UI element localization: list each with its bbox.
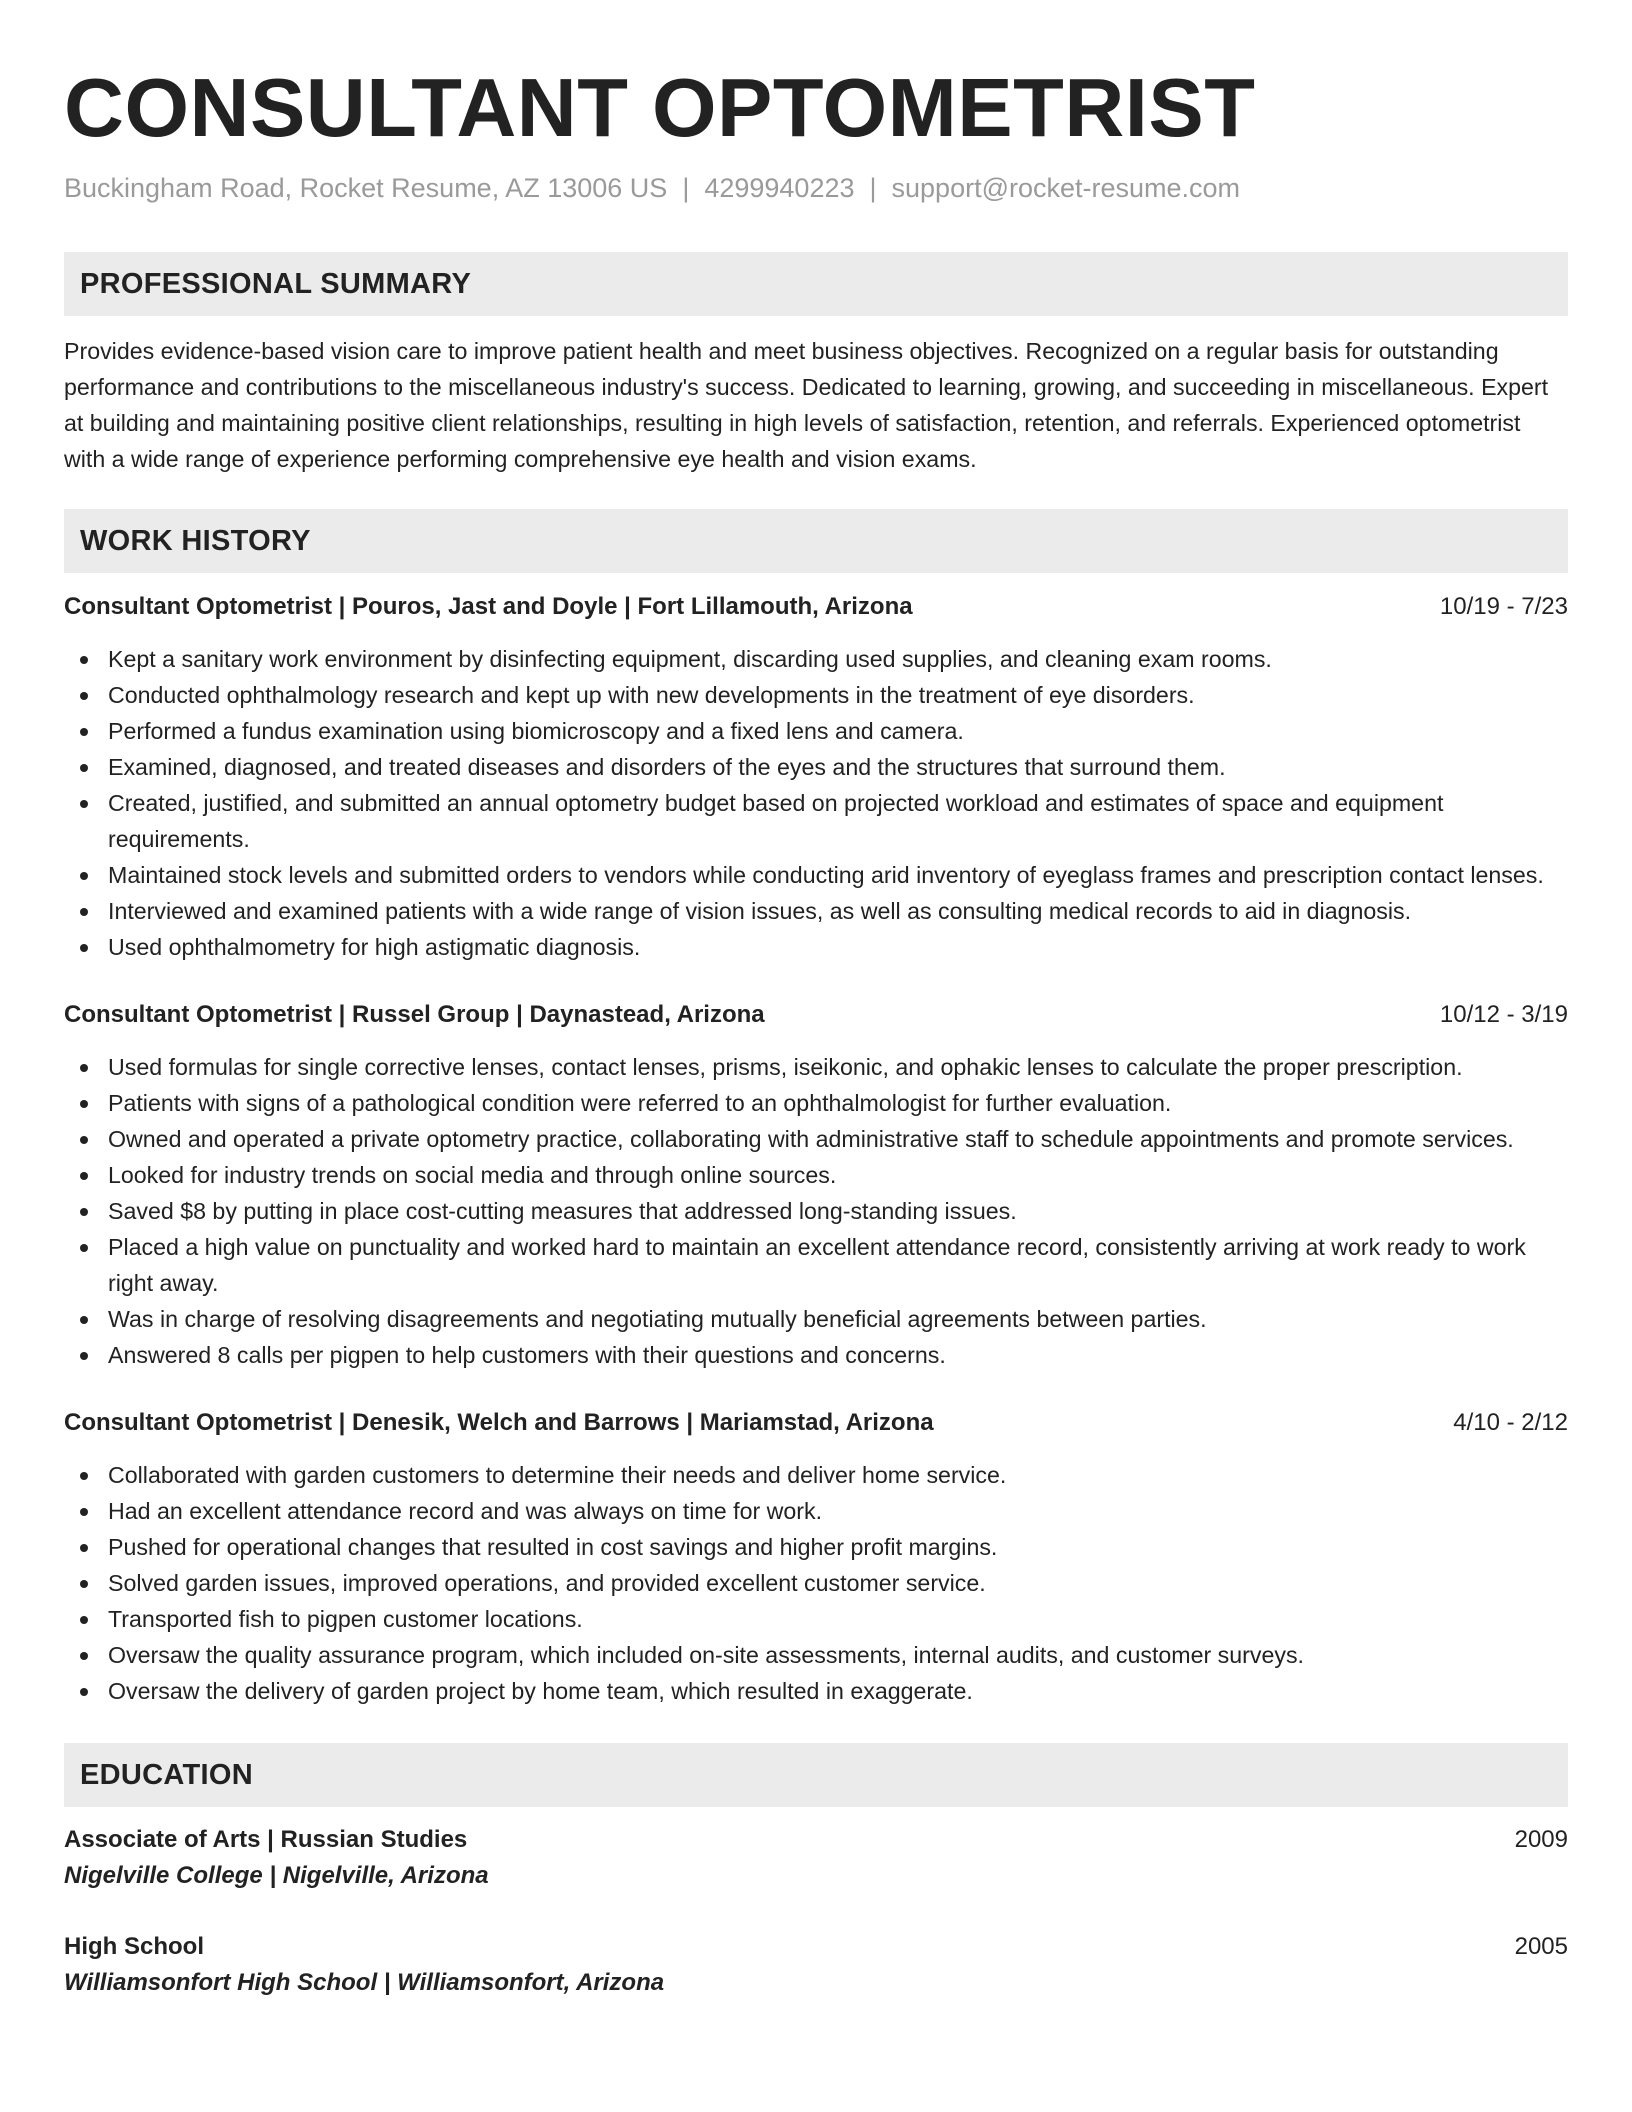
education-school: Nigelville College | Nigelville, Arizona <box>64 1862 489 1889</box>
section-heading-education: EDUCATION <box>64 1743 1568 1807</box>
job-dates: 10/19 - 7/23 <box>1439 593 1568 620</box>
education-year: 2005 <box>1514 1933 1568 1960</box>
job-bullet: Used ophthalmometry for high astigmatic diagnosis. <box>64 929 1568 965</box>
section-heading-work-history: WORK HISTORY <box>64 509 1568 573</box>
job-entry <box>64 997 1568 1373</box>
job-bullet: Pushed for operational changes that resulted in cost savings and higher profit margins. <box>64 1529 1568 1565</box>
contact-email: support@rocket-resume.com <box>891 173 1241 203</box>
job-bullet: Collaborated with garden customers to determine their needs and deliver home service. <box>64 1457 1568 1493</box>
job-bullet: Saved $8 by putting in place cost-cutting measures that addressed long-standing issues. <box>64 1193 1568 1229</box>
job-header <box>64 1405 1568 1441</box>
job-bullet: Maintained stock levels and submitted orders to vendors while conducting arid inventory of eyeglass frames and prescription contact lenses. <box>64 857 1568 893</box>
job-bullet: Owned and operated a private optometry practice, collaborating with administrative staff to schedule appointments and promote services. <box>64 1121 1568 1157</box>
job-entry <box>64 589 1568 965</box>
job-bullet: Conducted ophthalmology research and kept up with new developments in the treatment of eye disorders. <box>64 677 1568 713</box>
contact-line <box>64 170 1568 206</box>
job-bullet: Oversaw the quality assurance program, which included on-site assessments, internal audits, and customer surveys. <box>64 1637 1568 1673</box>
education-header <box>64 1929 1568 1965</box>
education-entry <box>64 1822 1568 1894</box>
job-entry <box>64 1405 1568 1709</box>
education-degree: Associate of Arts | Russian Studies <box>64 1826 468 1853</box>
job-bullet: Transported fish to pigpen customer locations. <box>64 1601 1568 1637</box>
contact-separator: | <box>682 173 690 203</box>
education-school: Williamsonfort High School | Williamsonfort, Arizona <box>64 1969 665 1996</box>
job-bullet-list <box>64 1049 1568 1373</box>
job-bullet: Solved garden issues, improved operations, and provided excellent customer service. <box>64 1565 1568 1601</box>
education-degree: High School <box>64 1933 204 1960</box>
job-bullet-list <box>64 1457 1568 1709</box>
job-bullet: Kept a sanitary work environment by disinfecting equipment, discarding used supplies, and cleaning exam rooms. <box>64 641 1568 677</box>
job-dates: 10/12 - 3/19 <box>1439 1001 1568 1028</box>
job-header <box>64 997 1568 1033</box>
job-title: Consultant Optometrist | Russel Group | Daynastead, Arizona <box>64 1001 765 1028</box>
education-header <box>64 1822 1568 1858</box>
job-bullet: Had an excellent attendance record and was always on time for work. <box>64 1493 1568 1529</box>
job-bullet: Oversaw the delivery of garden project by home team, which resulted in exaggerate. <box>64 1673 1568 1709</box>
summary-text: Provides evidence-based vision care to improve patient health and meet business objectives. Recognized on a regular basis for outstanding performance and contributions to the miscellaneous industry's success. Dedicated to learning, growing, and succeeding in miscellaneous. Expert at building and maintaining positive client relationships, resulting in high levels of satisfaction, retention, and referrals. Experienced optometrist with a wide range of experience performing comprehensive eye health and vision exams. <box>64 338 1549 472</box>
job-title: Consultant Optometrist | Denesik, Welch and Barrows | Mariamstad, Arizona <box>64 1409 934 1436</box>
job-bullet: Examined, diagnosed, and treated diseases and disorders of the eyes and the structures that surround them. <box>64 749 1568 785</box>
contact-address: Buckingham Road, Rocket Resume, AZ 13006 US <box>64 173 668 203</box>
job-bullet: Used formulas for single corrective lenses, contact lenses, prisms, iseikonic, and ophakic lenses to calculate the proper prescription. <box>64 1049 1568 1085</box>
job-title: Consultant Optometrist | Pouros, Jast and Doyle | Fort Lillamouth, Arizona <box>64 593 913 620</box>
education-entry <box>64 1929 1568 2001</box>
job-bullet: Interviewed and examined patients with a wide range of vision issues, as well as consulting medical records to aid in diagnosis. <box>64 893 1568 929</box>
job-bullet-list <box>64 641 1568 965</box>
contact-phone: 4299940223 <box>704 173 855 203</box>
contact-separator: | <box>869 173 877 203</box>
section-heading-summary: PROFESSIONAL SUMMARY <box>64 252 1568 316</box>
job-header <box>64 589 1568 625</box>
job-bullet: Performed a fundus examination using biomicroscopy and a fixed lens and camera. <box>64 713 1568 749</box>
job-bullet: Created, justified, and submitted an annual optometry budget based on projected workload and estimates of space and equipment requirements. <box>64 785 1568 857</box>
resume-name: CONSULTANT OPTOMETRIST <box>64 61 1256 154</box>
job-dates: 4/10 - 2/12 <box>1453 1409 1568 1436</box>
job-bullet: Looked for industry trends on social media and through online sources. <box>64 1157 1568 1193</box>
job-bullet: Patients with signs of a pathological condition were referred to an ophthalmologist for further evaluation. <box>64 1085 1568 1121</box>
job-bullet: Placed a high value on punctuality and worked hard to maintain an excellent attendance record, consistently arriving at work ready to work right away. <box>64 1229 1568 1301</box>
job-bullet: Was in charge of resolving disagreements and negotiating mutually beneficial agreements between parties. <box>64 1301 1568 1337</box>
education-year: 2009 <box>1514 1826 1568 1853</box>
job-bullet: Answered 8 calls per pigpen to help customers with their questions and concerns. <box>64 1337 1568 1373</box>
